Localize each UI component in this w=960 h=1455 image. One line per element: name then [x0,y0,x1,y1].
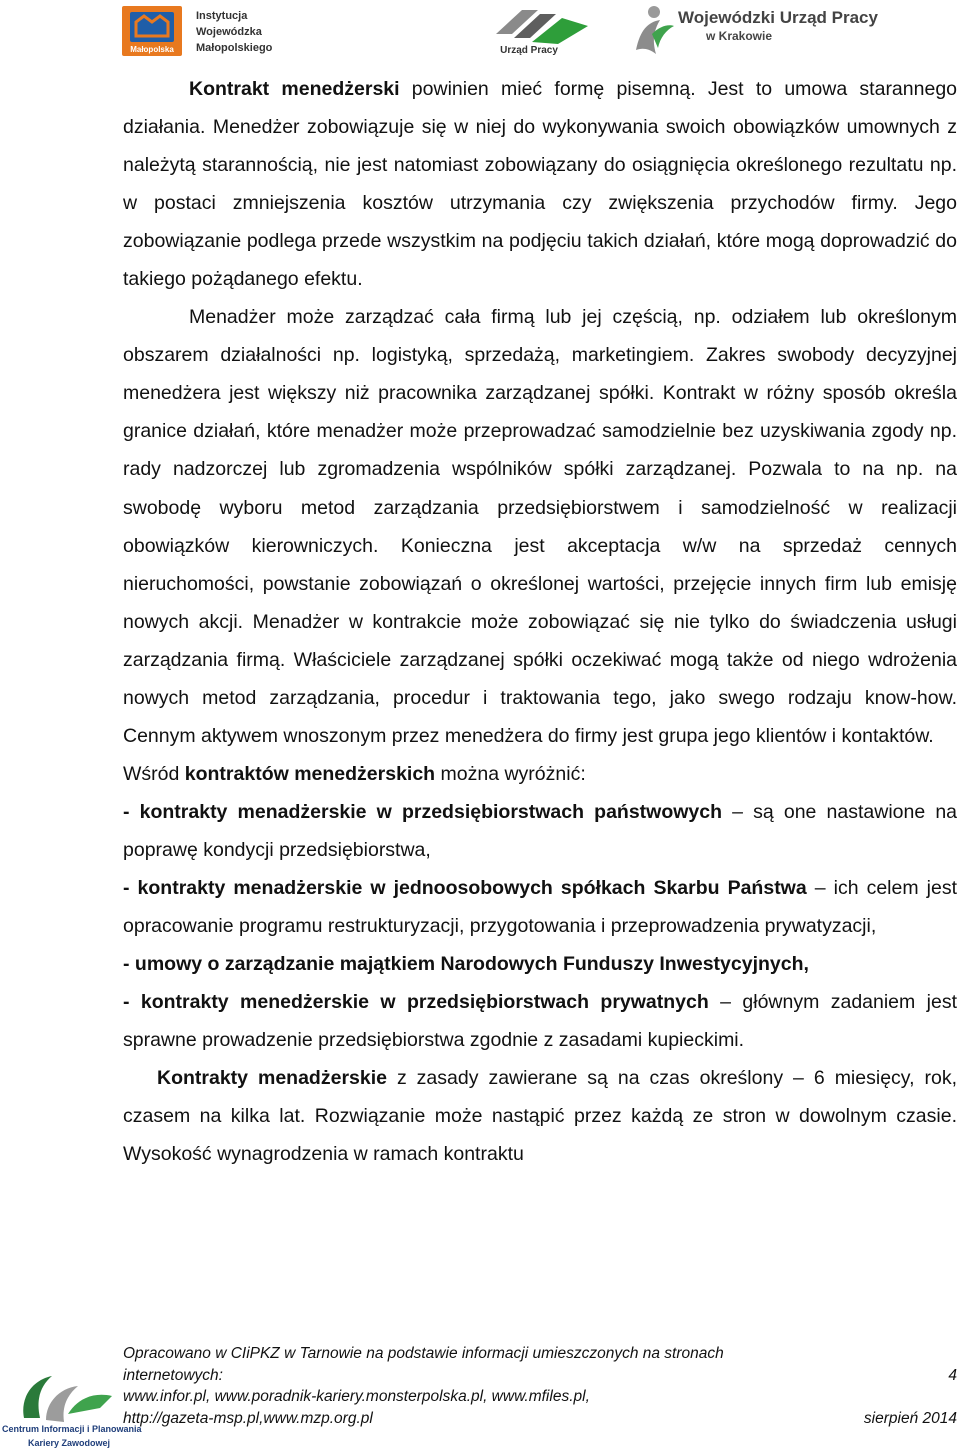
wup-subtitle: w Krakowie [706,29,773,43]
footer-source-line2: internetowych: [123,1366,223,1384]
wup-figure-icon [630,4,676,56]
list-item-4-title: - kontrakty menedżerskie w przedsiębiorstwach prywatnych [123,991,709,1014]
paragraph-3 [123,755,957,793]
list-item [123,793,957,869]
logo-instytucja-wojewodztwa [122,6,292,58]
paragraph-4-text: z zasady zawierane są na czas określony – 6 miesięcy, rok, czasem na kilka lat. Rozwiązanie może nastąpić przez każdą ze stron w dowolnym czasie. Wysokość wynagrodzenia w ramach kontraktu [123,1067,957,1166]
document-body [123,70,957,1173]
emblem-caption: Małopolska [130,45,174,54]
wup-title: Wojewódzki Urząd Pracy [678,8,878,27]
list-item [123,945,957,983]
footer-source-line1: Opracowano w CIiPKZ w Tarnowie na podstawie informacji umieszczonych na stronach [123,1345,724,1362]
logo-urzad-pracy [492,4,592,60]
paragraph-2 [123,298,957,755]
footer-date: sierpień 2014 [863,1409,957,1427]
paragraph-1 [123,70,957,298]
list-item [123,869,957,945]
list-item [123,983,957,1059]
cip-name-line2: Kariery Zawodowej [28,1438,111,1448]
urzad-pracy-caption: Urząd Pracy [500,45,558,56]
paragraph-3-lead: Wśród [123,762,185,785]
logo-wojewodzki-urzad-pracy [630,4,930,58]
paragraph-2-text: Menadżer może zarządzać cała firmą lub jej częścią, np. odziałem lub określonym obszarem działalności np. logistyką, sprzedażą, marketingiem. Zakres swobody decyzyjnej menedżera jest większy niż pracownika zarządzanej spółki. Kontrakt w różny sposób określa granice działań, które menadżer może przeprowadzać samodzielnie bez uzyskiwania zgody np. rady nadzorczej lub zgromadzenia wspólników spółki zarządzanej. Pozwala to na np. na swobodę wyboru metod zarządzania przedsiębiorstwem i samodzielność w realizacji obowiązków kierowniczych. Konieczna jest akceptacja w/w na sprzedaż cennych nieruchomości, powstanie zobowiązań o określonej wartości, przejęcie innych firm lub emisję nowych akcji. Menadżer w kontrakcie może zobowiązać się nie tylko do świadczenia usługi zarządzania firmą. Właściciele zarządzanej spółki oczekiwać mogą także od niego wdrożenia nowych metod zarządzania, procedur i traktowania tego, jako swego rodzaju know-how. Cennym aktywem wnoszonym przez menedżera do firmy jest grupa jego klientów i kontaktów. [123,306,957,747]
page-number: 4 [948,1366,957,1384]
iwm-line2: Wojewódzka [196,26,262,38]
cip-swoosh-icon [16,1368,126,1424]
list-item-1-title: - kontrakty menadżerskie w przedsiębiorstwach państwowych [123,800,723,823]
logo-centrum-informacji [2,1368,142,1454]
footer-source-links: www.infor.pl, www.poradnik-kariery.monsterpolska.pl, www.mfiles.pl, [123,1388,590,1405]
list-item-2-text: – ich celem jest opracowanie programu restrukturyzacji, przygotowania i przeprowadzenia prywatyzacji, [123,876,957,938]
list-item-4-text: – głównym zadaniem jest sprawne prowadzenie przedsiębiorstwa zgodnie z zasadami kupieckimi. [123,991,958,1052]
iwm-line3: Małopolskiego [196,42,273,54]
paragraph-3-tail: można wyróżnić: [435,762,586,785]
list-item-2-title: - kontrakty menadżerskie w jednoosobowych spółkach Skarbu Państwa [123,876,807,899]
term-kontraktow-menedzerskich: kontraktów menedżerskich [184,762,436,785]
urzad-pracy-arrows-icon [492,4,592,46]
term-kontrakty-menadzerskie: Kontrakty menadżerskie [157,1067,387,1090]
iwm-line1: Instytucja [196,10,248,22]
list-item-3-title: - umowy o zarządzanie majątkiem Narodowych Funduszy Inwestycyjnych, [123,953,809,976]
paragraph-1-text: powinien mieć formę pisemną. Jest to umowa starannego działania. Menedżer zobowiązuje się w niej do wykonywania swoich obowiązków umownych z należytą starannością, nie jest natomiast zobowiązany do osiągnięcia określonego rezultatu np. w postaci zmniejszenia kosztów utrzymania czy zwiększenia przychodów firmy. Jego zobowiązanie podlega przede wszystkim na podjęciu takich działań, które mogą doprowadzić do takiego pożądanego efektu. [123,78,958,291]
cip-name-line1: Centrum Informacji i Planowania [2,1424,142,1434]
term-kontrakt-menedzerski: Kontrakt menedżerski [189,78,400,100]
paragraph-4 [123,1059,957,1173]
malopolska-emblem-icon [122,6,182,56]
list-item-1-text: – są one nastawione na poprawę kondycji przedsiębiorstwa, [123,800,958,861]
footer-source-links-2: http://gazeta-msp.pl,www.mzp.org.pl [123,1409,373,1427]
page-footer [123,1343,957,1429]
